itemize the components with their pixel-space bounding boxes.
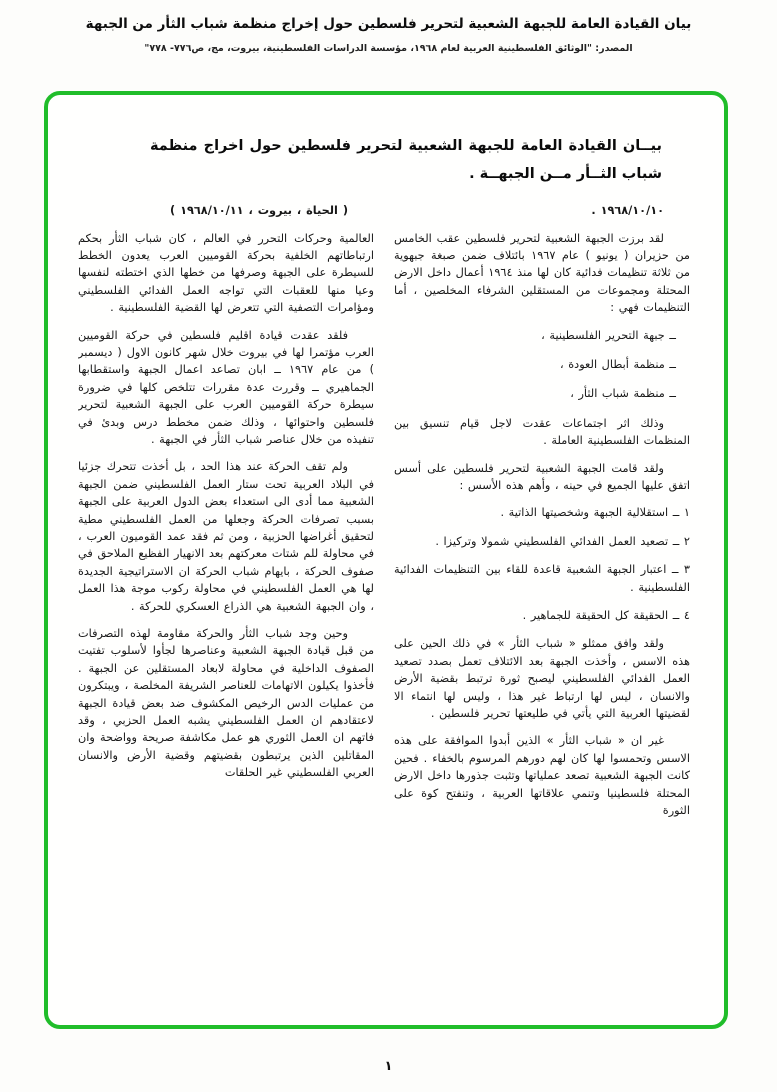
- paragraph: ولقد قامت الجبهة الشعبية لتحرير فلسطين على أسس اتفق عليها الجميع في حينه ، وأهم هذه الأسس :: [394, 461, 690, 492]
- paragraph: لقد برزت الجبهة الشعبية لتحرير فلسطين عقب الخامس من حزيران ( يونيو ) عام ١٩٦٧ بائتلاف ضمن صبغة جبهوية من ثلاثة تنظيمات فدائية كان لها منذ ١٩٦٤ أعمال داخل الارض المحتلة ومجموعات من المستقلين الشرفاء المخلصين ، أما التنظيمات فهي :: [394, 231, 690, 315]
- numbered-item: ١ ــ استقلالية الجبهة وشخصيتها الذاتية .: [500, 506, 690, 520]
- paragraph: غير ان « شباب الثأر » الذين أبدوا الموافقة على هذه الاسس وتحمسوا لها كان لهم دورهم المرسوم بالخفاء . فحين كانت الجبهة الشعبية تصعد عملياتها وتثبت جذورها داخل الارض المحتلة فلسطينيا وتنمي علاقاتها العربية ، وتنفتح كوة على الثورة: [394, 734, 690, 818]
- document-columns: [78, 202, 690, 1002]
- list-item: ــ منظمة أبطال العودة ،: [560, 357, 676, 371]
- list-item: ــ جبهة التحرير الفلسطينية ،: [541, 328, 676, 342]
- page-header-source: المصدر: "الوثائق الفلسطينية العربية لعام ١٩٦٨، مؤسسة الدراسات الفلسطينية، بيروت، مج، ص٧٧٦- ٧٧٨": [144, 43, 633, 54]
- paragraph: وذلك اثر اجتماعات عقدت لاجل قيام تنسيق بين المنظمات الفلسطينية العاملة .: [394, 416, 690, 448]
- publication-byline: ( الحياة ، بيروت ، ١٩٦٨/١٠/١١ ): [170, 204, 348, 218]
- page-number: ١: [384, 1059, 393, 1074]
- list-item: ــ منظمة شباب الثأر ،: [570, 387, 676, 401]
- page-header-title: بيان القيادة العامة للجبهة الشعبية لتحرير فلسطين حول إخراج منظمة شباب الثأر من الجبهة: [85, 16, 692, 32]
- numbered-item: ٢ ــ تصعيد العمل الفدائي الفلسطيني شمولا وتركيزا .: [435, 534, 690, 548]
- paragraph: وحين وجد شباب الثأر والحركة مقاومة لهذه التصرفات من قبل قيادة الجبهة الشعبية وعناصرها لجأوا لأسلوب تفتيت الصفوف الداخلية في محاولة لابعاد المستقلين عن الجبهة . فأخذوا يكيلون الاتهامات للعناصر الشريفة المخلصة ، ويبتكرون من عمليات الدس الرخيص المكشوف ضد بعض قيادة الجبهة لاعتقادهم ان العمل الفلسطيني يشبه العمل الحزبي ، وقد فاتهم ان العمل الثوري هو عمل مكاشفة صريحة وواضحة وان المقاتلين الذين يرتبطون بقضيتهم وقضية الأرض والانسان العربي الفلسطيني غير الحلقات: [78, 627, 374, 780]
- paragraph: العالمية وحركات التحرر في العالم ، كان شباب الثأر بحكم ارتباطاتهم الخلفية بحركة القوميين العرب يعدون الخطط للسيطرة على الجبهة وصرفها من خطها الذي اختطته لنفسها وعيا منها للعقبات التي تواجه العمل الفدائي الفلسطيني ومؤامرات التصفية التي تتعرض لها القضية الفلسطينية .: [78, 231, 374, 315]
- document-border-frame: [44, 91, 728, 1029]
- column-second: [78, 202, 374, 1002]
- numbered-item: ٣ ــ اعتبار الجبهة الشعبية قاعدة للقاء بين التنظيمات الفدائية الفلسطينية .: [394, 563, 690, 594]
- paragraph: فلقد عقدت قيادة اقليم فلسطين في حركة القوميين العرب مؤتمرا لها في بيروت خلال شهر كانون الاول ( ديسمبر ) من عام ١٩٦٧ ــ ابان تصاعد اعمال الجبهة واستقطابها الجماهيري ــ وقررت عدة مقررات تتلخص كلها في ضرورة سيطرة حركة القوميين العرب على الجبهة الشعبية لتحرير فلسطين واحتوائها ، وذلك ضمن مخطط درس وبدئ في تنفيذه من خلال عناصر شباب الثأر في الجبهة .: [78, 328, 374, 446]
- paragraph: ولقد وافق ممثلو « شباب الثأر » في ذلك الحين على هذه الاسس ، وأخذت الجبهة بعد الائتلاف تعمل بصدد تصعيد العمل الفدائي الفلسطيني ليصبح ثورة ترتبط بقضية الأرض والانسان ، ليس لها ارتباط غير هذا ، وليس لها انتماء الا لقضيتها العربية التي يأتي في طليعتها تحرير فلسطين .: [394, 637, 690, 721]
- numbered-item: ٤ ــ الحقيقة كل الحقيقة للجماهير .: [522, 609, 690, 622]
- document-page: [48, 95, 724, 1025]
- page-header: [0, 0, 777, 54]
- column-first: [394, 202, 690, 1002]
- document-title: بيــان القيادة العامة للجبهة الشعبية لتحرير فلسطين حول اخراج منظمة شباب الثــأر مــن الجبهــة .: [150, 138, 662, 182]
- document-date: ١٩٦٨/١٠/١٠ .: [591, 204, 664, 218]
- paragraph: ولم تقف الحركة عند هذا الحد ، بل أخذت تتحرك جزئيا في البلاد العربية تحت ستار العمل الفلسطيني ضمن الجبهة الشعبية مما أدى الى استعداء بعض الدول العربية على الجبهة بسبب تصرفات الحركة وجعلها من العمل الفلسطيني مطية لتحقيق أغراضها الحزبية ، ومن ثم فقد عمد القوميون العرب ، في محاولة للم شتات معركتهم بعد الانهيار الفظيع الملاحق في صفوف الحركة ، بايهام شباب الحركة ان الاستراتيجية الجديدة لها هي العمل الفلسطيني في محاولة ركوب موجة هذا العمل ، وان الجبهة الشعبية هي الذراع العسكري للحركة .: [78, 460, 374, 613]
